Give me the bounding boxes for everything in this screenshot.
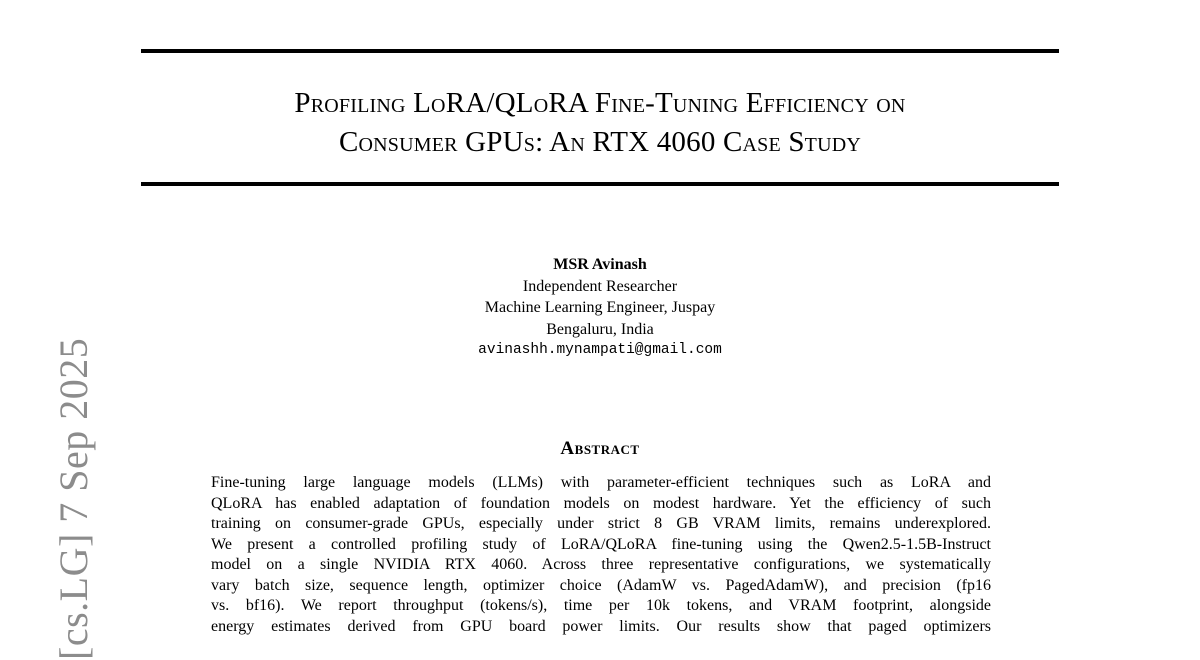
abstract-body — [211, 473, 991, 637]
paper-title-line-1: Profiling LoRA/QLoRA Fine-Tuning Efficiency on — [294, 87, 906, 119]
arxiv-identifier-stamp: [cs.LG] 7 Sep 2025 — [51, 337, 96, 660]
paper-title-line-2: Consumer GPUs: An RTX 4060 Case Study — [338, 126, 862, 158]
title-bottom-rule — [141, 182, 1059, 186]
author-affiliation: Machine Learning Engineer, Juspay — [484, 299, 716, 316]
abstract-line: vary batch size, sequence length, optimizer choice (AdamW vs. PagedAdamW), and precision (fp16 — [211, 576, 991, 594]
author-email: avinashh.mynampati@gmail.com — [478, 342, 722, 358]
author-name: MSR Avinash — [553, 256, 647, 273]
author-location: Bengaluru, India — [546, 320, 654, 338]
author-role: Independent Researcher — [522, 277, 678, 295]
author-block — [300, 254, 900, 362]
abstract-line: Fine-tuning large language models (LLMs) with parameter-efficient techniques such as LoRA and — [211, 474, 991, 491]
abstract-line: energy estimates derived from GPU board power limits. Our results show that paged optimizers — [211, 617, 991, 635]
abstract-heading: Abstract — [560, 438, 640, 459]
abstract-line: vs. bf16). We report throughput (tokens/s), time per 10k tokens, and VRAM footprint, alongside — [211, 597, 991, 614]
abstract-line: training on consumer-grade GPUs, especially under strict 8 GB VRAM limits, remains underexplored. — [211, 515, 991, 532]
abstract-line: QLoRA has enabled adaptation of foundation models on modest hardware. Yet the efficiency of such — [211, 494, 991, 512]
abstract-line: We present a controlled profiling study of LoRA/QLoRA fine-tuning using the Qwen2.5-1.5B-Instruct — [211, 535, 991, 553]
abstract-line: model on a single NVIDIA RTX 4060. Across three representative configurations, we systematically — [211, 556, 991, 573]
title-top-rule — [141, 49, 1059, 53]
